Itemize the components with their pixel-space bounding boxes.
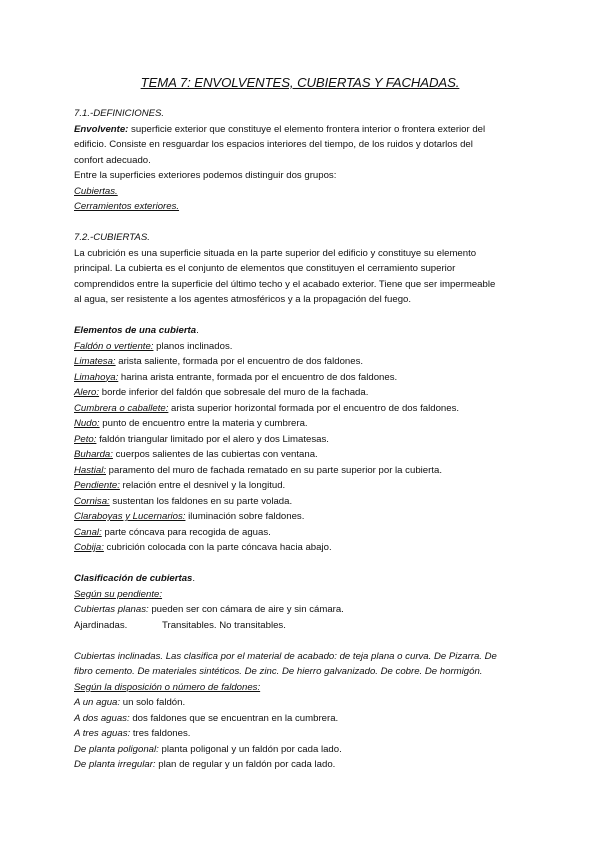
section-heading-definiciones: 7.1.-DEFINICIONES.	[74, 108, 165, 119]
subheading-elementos: Elementos de una cubierta.	[74, 325, 199, 336]
element-item: Alero: borde inferior del faldón que sobresale del muro de la fachada.	[74, 387, 369, 398]
subheading-clasificacion: Clasificación de cubiertas.	[74, 573, 196, 584]
term-envolvente: Envolvente:	[74, 123, 129, 135]
roof-type-item: De planta poligonal: planta poligonal y un faldón por cada lado.	[74, 743, 342, 755]
element-item: Hastial: paramento del muro de fachada rematado en su parte superior por la cubierta.	[74, 464, 442, 476]
criterion-disposicion: Según la disposición o número de faldones:	[74, 681, 261, 693]
paragraph-line: al agua, ser resistente a los agentes atmosféricos y a la propagación del fuego.	[74, 294, 412, 305]
criterion-pendiente: Según su pendiente:	[74, 588, 163, 600]
element-item: Nudo: punto de encuentro entre la materia y cumbrera.	[74, 418, 308, 429]
paragraph-line: edificio. Consiste en resguardar los espacios interiores del tiempo, de los ruidos y dotarlos del	[74, 139, 473, 150]
flat-roof-types: Ajardinadas. Transitables. No transitables.	[74, 619, 286, 631]
element-item: Limahoya: harina arista entrante, formada por el encuentro de dos faldones.	[74, 371, 398, 383]
element-item: Claraboyas y Lucernarios: iluminación sobre faldones.	[74, 511, 305, 522]
element-item: Cumbrera o caballete: arista superior horizontal formada por el encuentro de dos faldones.	[74, 402, 460, 414]
paragraph-line: comprendidos entre la superficie del último techo y el acabado exterior. Tiene que ser impermeable	[74, 278, 496, 290]
paragraph-line: Entre la superficies exteriores podemos distinguir dos grupos:	[74, 170, 337, 181]
paragraph-line: principal. La cubierta es el conjunto de elementos que constituyen el cerramiento superior	[74, 263, 456, 274]
roof-type-item: A dos aguas: dos faldones que se encuentran en la cumbrera.	[74, 712, 339, 724]
roof-type-item: A un agua: un solo faldón.	[74, 697, 186, 708]
group-item: Cerramientos exteriores.	[74, 201, 180, 212]
inclined-roofs-line: Cubiertas inclinadas. Las clasifica por el material de acabado: de teja plana o curva. De Pizarra. De	[74, 650, 497, 662]
group-item: Cubiertas.	[74, 185, 118, 197]
element-item: Canal: parte cóncava para recogida de aguas.	[74, 526, 271, 538]
element-item: Limatesa: arista saliente, formada por el encuentro de dos faldones.	[74, 356, 364, 367]
document-body	[74, 106, 534, 773]
element-item: Faldón o vertiente: planos inclinados.	[74, 340, 233, 352]
roof-type-item: A tres aguas: tres faldones.	[74, 728, 191, 739]
element-item: Peto: faldón triangular limitado por el alero y dos Limatesas.	[74, 433, 329, 445]
element-item: Cobija: cubrición colocada con la parte cóncava hacia abajo.	[74, 542, 332, 553]
roof-type-item: De planta irregular: plan de regular y un faldón por cada lado.	[74, 759, 336, 770]
inclined-roofs-line: fibro cemento. De materiales sintéticos. De zinc. De hierro galvanizado. De cobre. De hormigón.	[74, 666, 483, 677]
section-heading-cubiertas: 7.2.-CUBIERTAS.	[74, 232, 150, 243]
flat-roofs-line: Cubiertas planas: pueden ser con cámara de aire y sin cámara.	[74, 604, 344, 615]
element-item: Buharda: cuerpos salientes de las cubiertas con ventana.	[74, 449, 318, 460]
element-item: Cornisa: sustentan los faldones en su parte volada.	[74, 495, 293, 507]
definition-text: superficie exterior que constituye el elemento frontera interior o frontera exterior del	[128, 123, 486, 135]
page-title: TEMA 7: ENVOLVENTES, CUBIERTAS Y FACHADAS.	[140, 75, 460, 90]
element-item: Pendiente: relación entre el desnivel y la longitud.	[74, 480, 286, 491]
paragraph-line: La cubrición es una superficie situada en la parte superior del edificio y constituye su elemento	[74, 247, 477, 259]
paragraph-line	[74, 122, 534, 138]
paragraph-line: confort adecuado.	[74, 154, 151, 166]
